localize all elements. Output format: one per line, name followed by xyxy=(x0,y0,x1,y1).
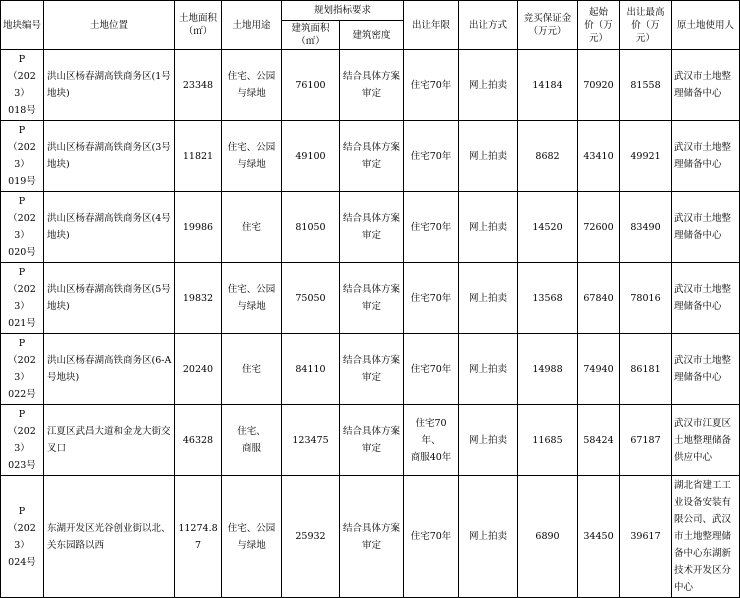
location-cell: 洪山区杨春湖高铁商务区(6-A号地块) xyxy=(44,334,175,405)
density-cell: 结合具体方案审定 xyxy=(340,50,404,121)
density-cell: 结合具体方案审定 xyxy=(340,121,404,192)
header-original-user: 原土地使用人 xyxy=(672,1,740,50)
original-user-cell: 武汉市土地整理储备中心 xyxy=(672,121,740,192)
table-header xyxy=(1,1,740,50)
deposit-cell: 13568 xyxy=(518,263,578,334)
original-user-cell: 武汉市江夏区土地整理储备供应中心 xyxy=(672,405,740,476)
location-cell: 洪山区杨春湖高铁商务区(5号地块) xyxy=(44,263,175,334)
max-price-cell: 81558 xyxy=(620,50,672,121)
start-price-cell: 34450 xyxy=(578,476,620,598)
max-price-cell: 83490 xyxy=(620,192,672,263)
deposit-cell: 14184 xyxy=(518,50,578,121)
use-cell: 住宅、公园与绿地 xyxy=(222,476,282,598)
method-cell: 网上拍卖 xyxy=(459,476,518,598)
header-deposit: 竞买保证金 （万元） xyxy=(518,1,578,50)
term-cell: 住宅70年 xyxy=(404,192,459,263)
header-max-price: 出让最高 价（万 元） xyxy=(620,1,672,50)
use-cell: 住宅 xyxy=(222,334,282,405)
use-cell: 住宅、公园与绿地 xyxy=(222,121,282,192)
header-start-price: 起始 价（万 元） xyxy=(578,1,620,50)
density-cell: 结合具体方案审定 xyxy=(340,405,404,476)
header-location: 土地位置 xyxy=(44,1,175,50)
building-area-cell: 84110 xyxy=(282,334,340,405)
area-cell: 46328 xyxy=(175,405,222,476)
original-user-cell: 武汉市土地整理储备中心 xyxy=(672,192,740,263)
term-cell: 住宅70年 xyxy=(404,476,459,598)
location-cell: 洪山区杨春湖高铁商务区(4号地块) xyxy=(44,192,175,263)
start-price-cell: 58424 xyxy=(578,405,620,476)
building-area-cell: 75050 xyxy=(282,263,340,334)
building-area-cell: 81050 xyxy=(282,192,340,263)
use-cell: 住宅 xyxy=(222,192,282,263)
parcel-no-cell: P （2023） 018号 xyxy=(1,50,44,121)
table-row xyxy=(1,263,740,334)
table-body xyxy=(1,50,740,598)
area-cell: 19986 xyxy=(175,192,222,263)
method-cell: 网上拍卖 xyxy=(459,192,518,263)
original-user-cell: 武汉市土地整理储备中心 xyxy=(672,50,740,121)
building-area-cell: 49100 xyxy=(282,121,340,192)
original-user-cell: 湖北省建工工业设备安装有限公司、武汉市土地整理储备中心东湖新技术开发区分中心 xyxy=(672,476,740,598)
header-method: 出让方式 xyxy=(459,1,518,50)
start-price-cell: 72600 xyxy=(578,192,620,263)
start-price-cell: 43410 xyxy=(578,121,620,192)
header-plan-group: 规划指标要求 xyxy=(282,1,404,21)
original-user-cell: 武汉市土地整理储备中心 xyxy=(672,334,740,405)
density-cell: 结合具体方案审定 xyxy=(340,476,404,598)
area-cell: 19832 xyxy=(175,263,222,334)
location-cell: 洪山区杨春湖高铁商务区(1号地块) xyxy=(44,50,175,121)
term-cell: 住宅70年 xyxy=(404,121,459,192)
table-row xyxy=(1,405,740,476)
original-user-cell: 武汉市土地整理储备中心 xyxy=(672,263,740,334)
parcel-no-cell: P （2023） 023号 xyxy=(1,405,44,476)
table-row xyxy=(1,121,740,192)
area-cell: 11274.87 xyxy=(175,476,222,598)
max-price-cell: 49921 xyxy=(620,121,672,192)
location-cell: 东湖开发区光谷创业街以北、关东园路以西 xyxy=(44,476,175,598)
start-price-cell: 70920 xyxy=(578,50,620,121)
use-cell: 住宅、公园与绿地 xyxy=(222,50,282,121)
header-parcel-no: 地块编号 xyxy=(1,1,44,50)
area-cell: 23348 xyxy=(175,50,222,121)
parcel-no-cell: P （2023） 024号 xyxy=(1,476,44,598)
header-use: 土地用途 xyxy=(222,1,282,50)
area-cell: 20240 xyxy=(175,334,222,405)
building-area-cell: 123475 xyxy=(282,405,340,476)
term-cell: 住宅70年、 商服40年 xyxy=(404,405,459,476)
deposit-cell: 6890 xyxy=(518,476,578,598)
method-cell: 网上拍卖 xyxy=(459,263,518,334)
deposit-cell: 14988 xyxy=(518,334,578,405)
table-row xyxy=(1,192,740,263)
term-cell: 住宅70年 xyxy=(404,263,459,334)
table-row xyxy=(1,334,740,405)
parcel-no-cell: P （2023） 019号 xyxy=(1,121,44,192)
max-price-cell: 86181 xyxy=(620,334,672,405)
parcel-no-cell: P （2023） 020号 xyxy=(1,192,44,263)
use-cell: 住宅、 商服 xyxy=(222,405,282,476)
max-price-cell: 78016 xyxy=(620,263,672,334)
header-building-area: 建筑面积 （㎡） xyxy=(282,21,340,50)
term-cell: 住宅70年 xyxy=(404,50,459,121)
location-cell: 江夏区武昌大道和金龙大街交叉口 xyxy=(44,405,175,476)
building-area-cell: 25932 xyxy=(282,476,340,598)
method-cell: 网上拍卖 xyxy=(459,334,518,405)
deposit-cell: 8682 xyxy=(518,121,578,192)
density-cell: 结合具体方案审定 xyxy=(340,334,404,405)
start-price-cell: 67840 xyxy=(578,263,620,334)
parcel-no-cell: P （2023） 022号 xyxy=(1,334,44,405)
building-area-cell: 76100 xyxy=(282,50,340,121)
method-cell: 网上拍卖 xyxy=(459,405,518,476)
max-price-cell: 67187 xyxy=(620,405,672,476)
max-price-cell: 39617 xyxy=(620,476,672,598)
use-cell: 住宅、公园与绿地 xyxy=(222,263,282,334)
area-cell: 11821 xyxy=(175,121,222,192)
table-row xyxy=(1,476,740,598)
location-cell: 洪山区杨春湖高铁商务区(3号地块) xyxy=(44,121,175,192)
method-cell: 网上拍卖 xyxy=(459,121,518,192)
density-cell: 结合具体方案审定 xyxy=(340,192,404,263)
table-row xyxy=(1,50,740,121)
term-cell: 住宅70年 xyxy=(404,334,459,405)
density-cell: 结合具体方案审定 xyxy=(340,263,404,334)
start-price-cell: 74940 xyxy=(578,334,620,405)
header-density: 建筑密度 xyxy=(340,21,404,50)
deposit-cell: 14520 xyxy=(518,192,578,263)
method-cell: 网上拍卖 xyxy=(459,50,518,121)
deposit-cell: 11685 xyxy=(518,405,578,476)
header-area: 土地面积 （㎡） xyxy=(175,1,222,50)
header-term: 出让年限 xyxy=(404,1,459,50)
parcel-no-cell: P （2023） 021号 xyxy=(1,263,44,334)
